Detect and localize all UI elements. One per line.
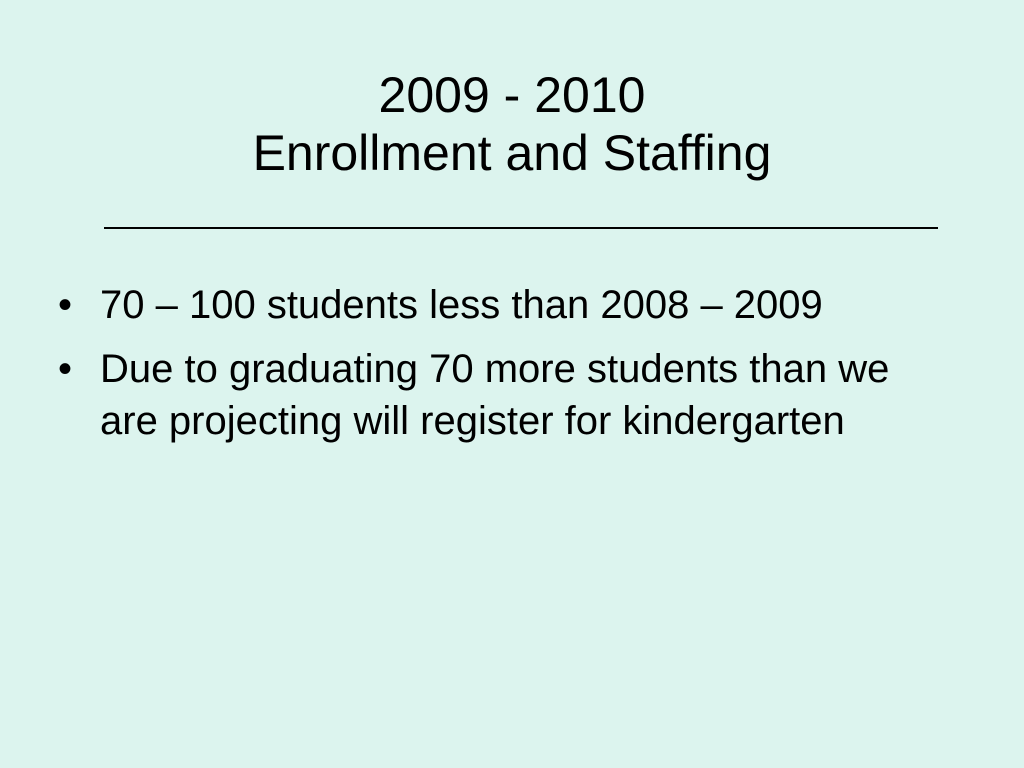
- bullet-icon: •: [58, 347, 73, 391]
- bullet-item: [58, 343, 958, 447]
- bullet-icon: •: [58, 283, 73, 327]
- bullet-text: Due to graduating 70 more students than we are projecting will register for kindergarten: [100, 347, 890, 443]
- bullet-list: [58, 279, 958, 459]
- title-line-2: Enrollment and Staffing: [252, 125, 772, 181]
- slide-title: [0, 66, 1024, 182]
- title-line-1: 2009 - 2010: [378, 67, 646, 123]
- title-divider: [104, 227, 938, 229]
- bullet-text: 70 – 100 students less than 2008 – 2009: [100, 283, 823, 327]
- bullet-item: [58, 279, 958, 331]
